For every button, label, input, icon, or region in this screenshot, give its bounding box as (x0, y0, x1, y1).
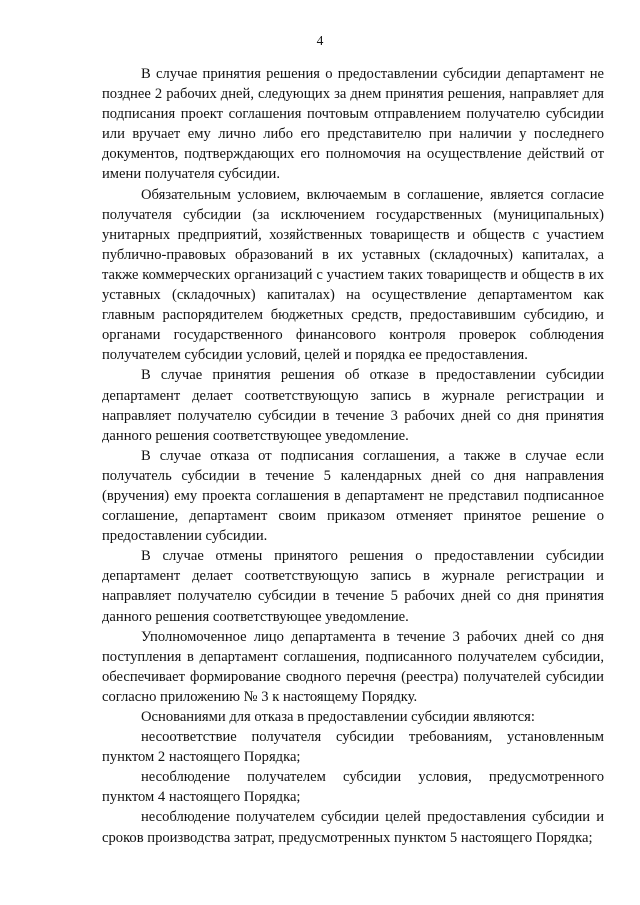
refusal-ground-item-2: несоблюдение получателем субсидии условия, предусмотренного пунктом 4 настоящего Порядка; (102, 769, 604, 806)
paragraph-register-formation: Уполномоченное лицо департамента в течение 3 рабочих дней со дня поступления в департамент соглашения, подписанного получателем субсидии, обеспечивает формирование сводного перечня (реестра) получателей субсидии согласно приложению № 3 к настоящему Порядку. (102, 628, 604, 705)
refusal-ground-item-1: несоответствие получателя субсидии требованиям, установленным пунктом 2 настоящего Порядка; (102, 729, 604, 766)
page-number: 4 (316, 33, 324, 48)
paragraph-refusal-grounds-intro: Основаниями для отказа в предоставлении субсидии являются: (141, 709, 535, 725)
paragraph-mandatory-condition: Обязательным условием, включаемым в соглашение, является согласие получателя субсидии (за исключением государственных (муниципальных) унитарных предприятий, хозяйственных товариществ и обществ с участием публично-правовых образований в их уставных (складочных) капиталах, а также коммерческих организаций с участием таких товариществ и обществ в их уставных (складочных) капиталах) на осуществление департаментом как главным распорядителем бюджетных средств, предоставившим субсидию, и органами государственного финансового контроля проверок соблюдения получателем субсидии условий, целей и порядка ее предоставления. (102, 186, 604, 364)
paragraph-agreement-sending: В случае принятия решения о предоставлении субсидии департамент не позднее 2 рабочих дней, следующих за днем принятия решения, направляет для подписания проект соглашения почтовым отправлением получателю субсидии или вручает ему лично либо его представителю при наличии у последнего документов, подтверждающих его полномочия на осуществление действий от имени получателя субсидии. (102, 66, 604, 183)
paragraph-decision-cancellation: В случае отмены принятого решения о предоставлении субсидии департамент делает соответствующую запись в журнале регистрации и направляет получателю субсидии в течение 5 рабочих дней со дня принятия данного решения соответствующее уведомление. (102, 548, 604, 625)
paragraph-refusal-decision: В случае принятия решения об отказе в предоставлении субсидии департамент делает соответствующую запись в журнале регистрации и направляет получателю субсидии в течение 3 рабочих дней со дня принятия данного решения соответствующее уведомление. (102, 367, 604, 444)
refusal-ground-item-3: несоблюдение получателем субсидии целей предоставления субсидии и сроков производства затрат, предусмотренных пунктом 5 настоящего Порядка; (102, 809, 604, 846)
paragraph-signing-refusal: В случае отказа от подписания соглашения, а также в случае если получатель субсидии в течение 5 календарных дней со дня направления (вручения) ему проекта соглашения в департамент не представил подписанное соглашение, департамент своим приказом отменяет принятое решение о предоставлении субсидии. (102, 447, 604, 545)
document-body (102, 64, 604, 848)
